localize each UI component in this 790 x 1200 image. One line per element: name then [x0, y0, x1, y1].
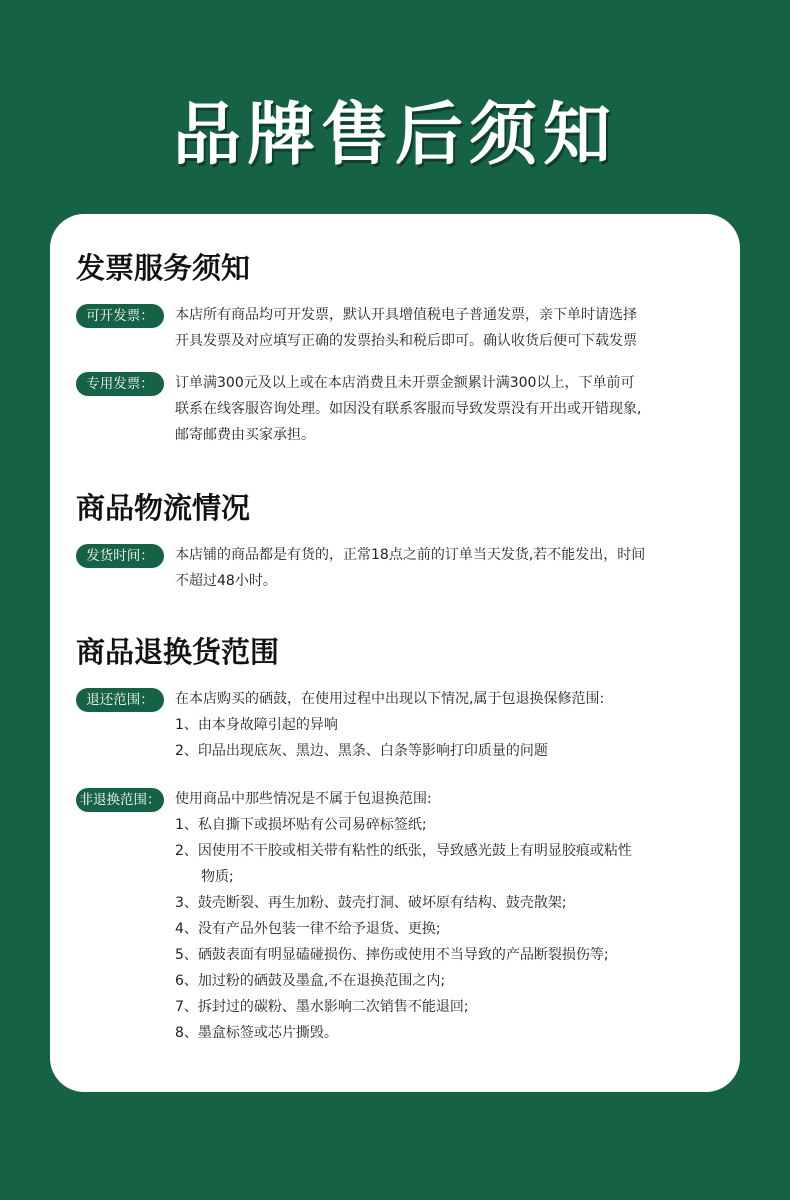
body-line: 邮寄邮费由买家承担。	[175, 427, 315, 443]
section-title: 商品退换货范围	[76, 635, 280, 669]
row-body	[175, 786, 715, 1046]
body-line: 本店铺的商品都是有货的，正常18点之前的订单当天发货,若不能发出，时间	[175, 547, 646, 563]
row-ship-time	[76, 542, 716, 594]
body-line: 在本店购买的硒鼓，在使用过程中出现以下情况,属于包退换保修范围:	[175, 691, 605, 707]
row-body	[175, 542, 715, 594]
page-title: 品牌售后须知	[172, 96, 617, 175]
row-body	[175, 686, 715, 764]
row-special-invoice	[76, 370, 716, 448]
list-item: 3、鼓壳断裂、再生加粉、鼓壳打洞、破坏原有结构、鼓壳散架;	[175, 895, 567, 911]
list-item: 7、拆封过的碳粉、墨水影响二次销售不能退回;	[175, 999, 469, 1015]
row-regular-invoice	[76, 302, 716, 354]
notice-card	[50, 214, 740, 1092]
list-item: 4、没有产品外包装一律不给予退货、更换;	[175, 921, 441, 937]
body-line: 开具发票及对应填写正确的发票抬头和税后即可。确认收货后便可下载发票	[175, 333, 637, 349]
section-title: 商品物流情况	[76, 491, 251, 525]
list-item: 6、加过粉的硒鼓及墨盒,不在退换范围之内;	[175, 973, 446, 989]
row-body	[175, 370, 715, 448]
tag-regular-invoice: 可开发票：	[76, 304, 164, 328]
list-item: 2、因使用不干胶或相关带有粘性的纸张，导致感光鼓上有明显胶痕或粘性	[175, 843, 632, 859]
body-line: 本店所有商品均可开发票，默认开具增值税电子普通发票，亲下单时请选择	[175, 307, 637, 323]
row-non-return-scope	[76, 786, 716, 1046]
list-item: 1、私自撕下或损坏贴有公司易碎标签纸;	[175, 817, 427, 833]
list-item-continuation: 物质;	[201, 869, 234, 885]
list-item: 2、印品出现底灰、黑边、黑条、白条等影响打印质量的问题	[175, 743, 548, 759]
section-returns	[76, 632, 716, 1062]
list-item: 8、墨盒标签或芯片撕毁。	[175, 1025, 338, 1041]
row-body	[175, 302, 715, 354]
body-line: 联系在线客服咨询处理。如因没有联系客服而导致发票没有开出或开错现象,	[175, 401, 642, 417]
body-line: 不超过48小时。	[175, 573, 277, 589]
section-title: 发票服务须知	[76, 251, 251, 285]
section-invoice	[76, 248, 716, 464]
tag-return-scope: 退还范围：	[76, 688, 164, 712]
list-item: 1、由本身故障引起的异响	[175, 717, 338, 733]
body-line: 订单满300元及以上或在本店消费且未开票金额累计满300以上，下单前可	[175, 375, 635, 391]
section-logistics	[76, 488, 716, 610]
list-item: 5、硒鼓表面有明显磕碰损伤、摔伤或使用不当导致的产品断裂损伤等;	[175, 947, 609, 963]
body-line: 使用商品中那些情况是不属于包退换范围:	[175, 791, 432, 807]
tag-special-invoice: 专用发票：	[76, 372, 164, 396]
row-return-scope	[76, 686, 716, 764]
tag-ship-time: 发货时间：	[76, 544, 164, 568]
tag-non-return-scope: 非退换范围：	[76, 788, 164, 812]
